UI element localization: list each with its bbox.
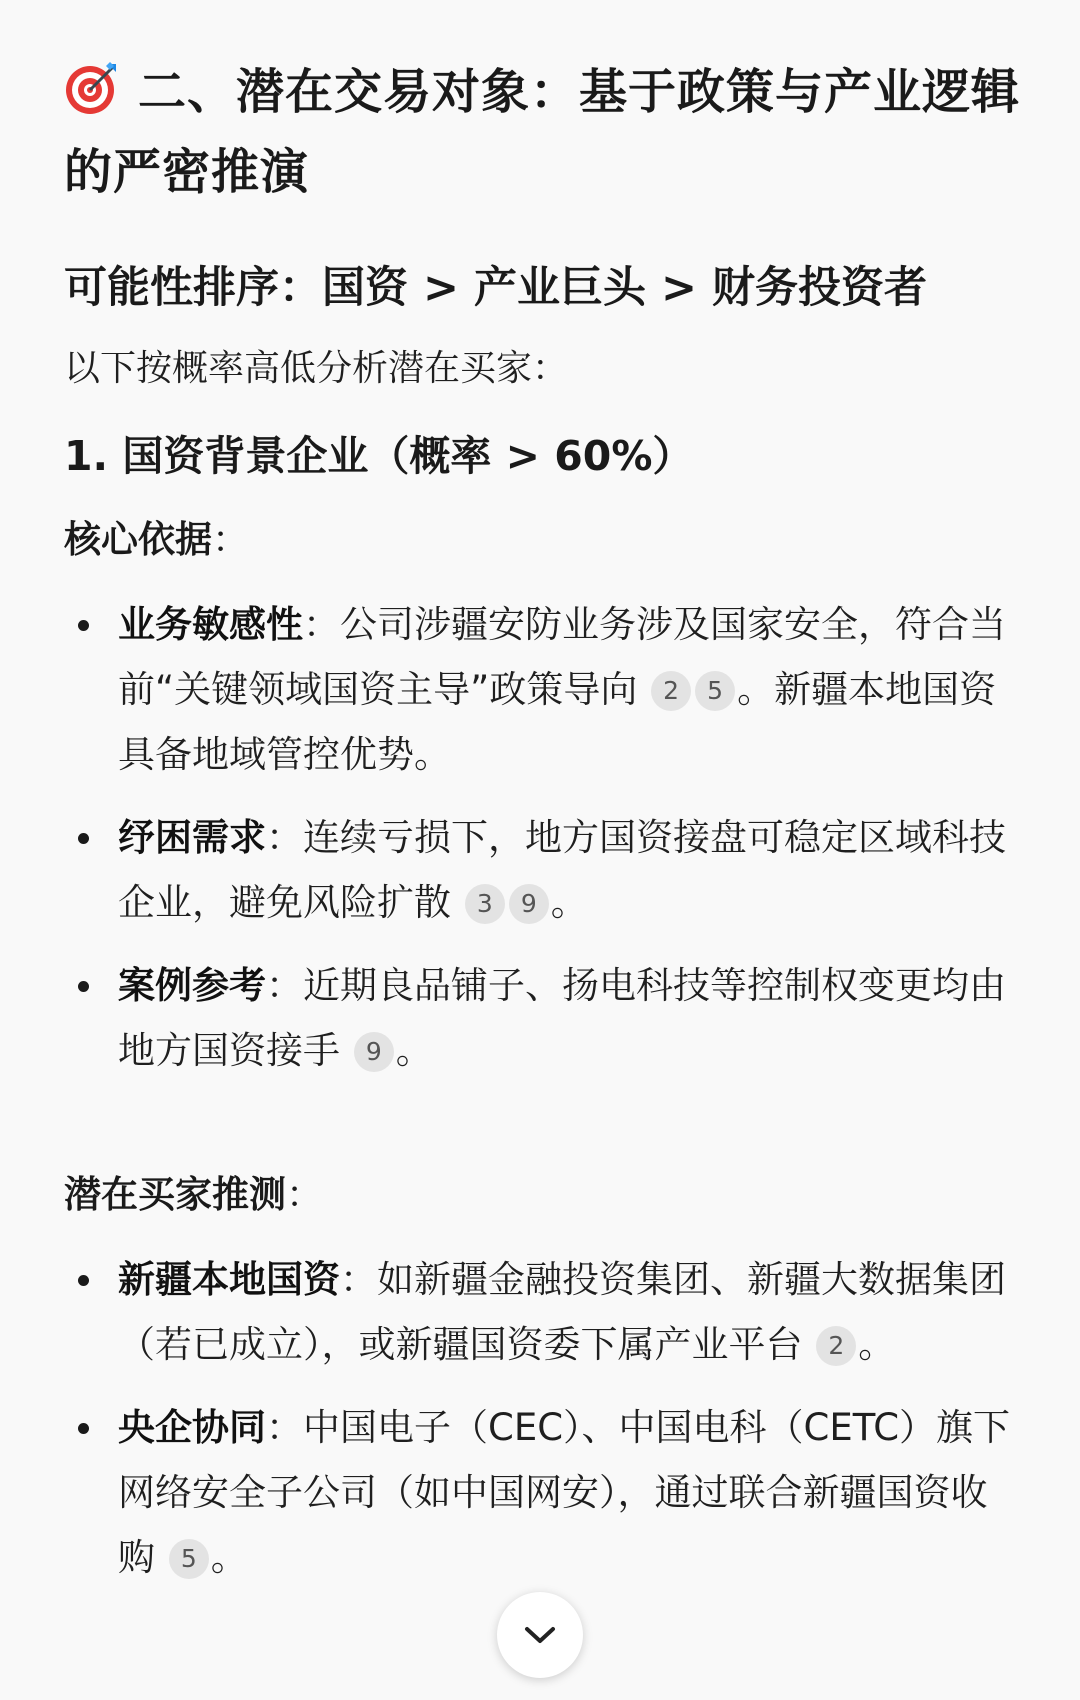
list-item: 案例参考：近期良品铺子、扬电科技等控制权变更均由地方国资接手 9 。: [64, 953, 1020, 1083]
bullet-dot: [78, 620, 89, 631]
citation-badge[interactable]: 9: [509, 884, 549, 924]
item-text: 连续亏损下，地方国资接盘可稳定区域科技企业，避免风险扩散: [118, 816, 1006, 924]
citation-badge[interactable]: 2: [651, 671, 691, 711]
citation-badge[interactable]: 9: [354, 1032, 394, 1072]
basis-label: 核心依据：: [64, 518, 249, 561]
spacer: [64, 1101, 1020, 1141]
item-term: 案例参考: [118, 964, 266, 1007]
ranking-heading: 可能性排序：国资 > 产业巨头 > 财务投资者: [64, 263, 927, 313]
buyers-list: [64, 1247, 1020, 1590]
item-term: 新疆本地国资: [118, 1258, 340, 1301]
section-title: 二、潜在交易对象：基于政策与产业逻辑的严密推演: [64, 64, 1021, 200]
subsection-heading: 1. 国资背景企业（概率 > 60%）: [64, 432, 694, 480]
buyers-label: 潜在买家推测：: [64, 1173, 323, 1216]
list-item: 新疆本地国资：如新疆金融投资集团、新疆大数据集团（若已成立），或新疆国资委下属产业平台 2 。: [64, 1247, 1020, 1377]
list-item: 业务敏感性：公司涉疆安防业务涉及国家安全，符合当前“关键领域国资主导”政策导向 2 5 。新疆本地国资具备地域管控优势。: [64, 592, 1020, 787]
chevron-down-icon: [523, 1625, 557, 1645]
scroll-down-button[interactable]: [497, 1592, 583, 1678]
intro-text: 以下按概率高低分析潜在买家：: [64, 348, 569, 389]
citation-badge[interactable]: 3: [465, 884, 505, 924]
section-heading: [64, 52, 1020, 212]
item-term: 业务敏感性: [118, 603, 303, 646]
citation-badge[interactable]: 5: [695, 671, 735, 711]
list-item: 央企协同：中国电子（CEC）、中国电科（CETC）旗下网络安全子公司（如中国网安），通过联合新疆国资收购 5 。: [64, 1395, 1020, 1590]
citation-badge[interactable]: 2: [816, 1326, 856, 1366]
item-term: 央企协同: [118, 1406, 266, 1449]
bullet-dot: [78, 1423, 89, 1434]
item-text: 近期良品铺子、扬电科技等控制权变更均由地方国资接手: [118, 964, 1006, 1072]
item-text: 如新疆金融投资集团、新疆大数据集团（若已成立），或新疆国资委下属产业平台: [118, 1258, 1006, 1366]
basis-list: [64, 592, 1020, 1083]
citation-badge[interactable]: 5: [169, 1539, 209, 1579]
bullet-dot: [78, 981, 89, 992]
item-text: 公司涉疆安防业务涉及国家安全，符合当前“关键领域国资主导”政策导向: [118, 603, 1006, 711]
item-term: 纾困需求: [118, 816, 266, 859]
item-text: 中国电子（CEC）、中国电科（CETC）旗下网络安全子公司（如中国网安），通过联合新疆国资收购: [118, 1406, 1011, 1579]
list-item: 纾困需求：连续亏损下，地方国资接盘可稳定区域科技企业，避免风险扩散 3 9 。: [64, 805, 1020, 935]
bullet-dot: [78, 833, 89, 844]
bullet-dot: [78, 1275, 89, 1286]
target-icon: [64, 60, 120, 116]
